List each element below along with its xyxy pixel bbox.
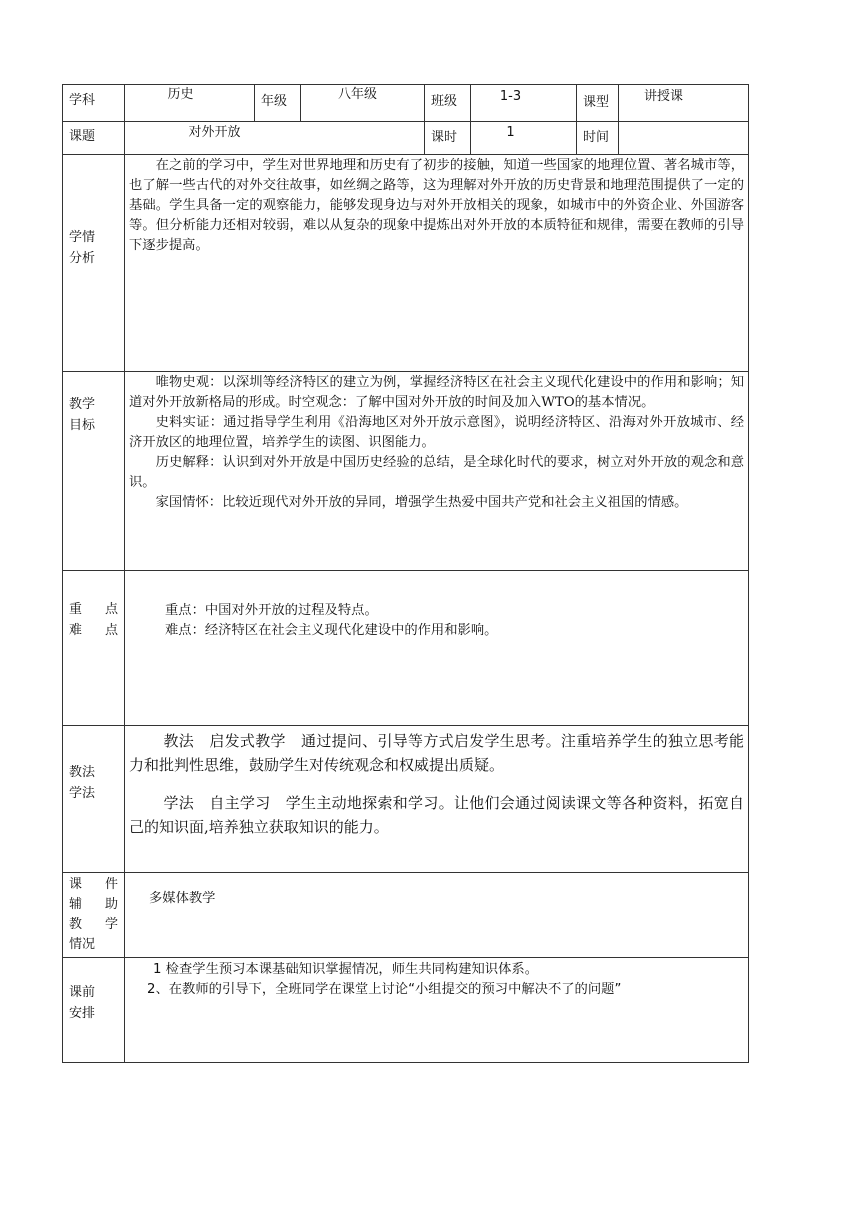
subject-value: 历史 [125, 85, 255, 122]
lesson-type-value: 讲授课 [619, 85, 749, 122]
methods-label: 教法 学法 [63, 726, 125, 873]
lesson-plan-table [62, 84, 749, 1063]
lesson-type-label: 课型 [577, 85, 619, 122]
keypoints-text-cell [125, 571, 749, 726]
aids-text: 多媒体教学 [149, 891, 216, 906]
learning-method: 学法 自主学习 学生主动地探索和学习。让他们会通过阅读课文等各种资料，拓宽自己的知识面,培养独立获取知识的能力。 [129, 794, 744, 836]
key-point: 重点：中国对外开放的过程及特点。 [165, 603, 378, 618]
situation-label: 学情 分析 [63, 155, 125, 372]
methods-text-cell [125, 726, 749, 873]
prep-row [63, 958, 749, 1063]
time-value [619, 122, 749, 155]
goals-row [63, 372, 749, 571]
goal-patriotism: 家国情怀：比较近现代对外开放的异同，增强学生热爱中国共产党和社会主义祖国的情感。 [155, 495, 688, 510]
teaching-method: 教法 启发式教学 通过提问、引导等方式启发学生思考。注重培养学生的独立思考能力和批判性思维，鼓励学生对传统观念和权威提出质疑。 [129, 732, 744, 774]
goal-interpretation: 历史解释：认识到对外开放是中国历史经验的总结，是全球化时代的要求，树立对外开放的观念和意识。 [129, 455, 744, 490]
subject-label: 学科 [63, 85, 125, 122]
time-label: 时间 [577, 122, 619, 155]
aids-label: 课 件 辅 助 教 学 情况 [63, 873, 125, 958]
prep-item-1: 1 检查学生预习本课基础知识掌握情况，师生共同构建知识体系。 [153, 962, 538, 977]
goals-text-cell [125, 372, 749, 571]
topic-value: 对外开放 [125, 122, 425, 155]
header-row-2 [63, 122, 749, 155]
prep-item-2: 2、在教师的引导下，全班同学在课堂上讨论“小组提交的预习中解决不了的问题” [147, 982, 622, 997]
hours-value: 1 [471, 122, 577, 155]
aids-row [63, 873, 749, 958]
prep-label: 课前 安排 [63, 958, 125, 1063]
keypoints-row [63, 571, 749, 726]
situation-text: 在之前的学习中，学生对世界地理和历史有了初步的接触，知道一些国家的地理位置、著名城市等，也了解一些古代的对外交往故事，如丝绸之路等，这为理解对外开放的历史背景和地理范围提供了一定的基础。学生具备一定的观察能力，能够发现身边与对外开放相关的现象，如城市中的外资企业、外国游客等。但分析能力还相对较弱，难以从复杂的现象中提炼出对外开放的本质特征和规律，需要在教师的引导下逐步提高。 [129, 158, 744, 253]
hours-label: 课时 [425, 122, 471, 155]
grade-value: 八年级 [301, 85, 425, 122]
difficult-point: 难点：经济特区在社会主义现代化建设中的作用和影响。 [165, 623, 498, 638]
aids-text-cell [125, 873, 749, 958]
keypoints-label: 重 点 难 点 [63, 571, 125, 726]
goal-evidence: 史料实证：通过指导学生利用《沿海地区对外开放示意图》，说明经济特区、沿海对外开放城市、经济开放区的地理位置，培养学生的读图、识图能力。 [129, 415, 744, 450]
topic-label: 课题 [63, 122, 125, 155]
header-row-1 [63, 85, 749, 122]
class-value: 1-3 [471, 85, 577, 122]
methods-row [63, 726, 749, 873]
situation-row [63, 155, 749, 372]
class-label: 班级 [425, 85, 471, 122]
prep-text-cell [125, 958, 749, 1063]
grade-label: 年级 [255, 85, 301, 122]
situation-text-cell [125, 155, 749, 372]
goals-label: 教学 目标 [63, 372, 125, 571]
lesson-plan-sheet [62, 84, 748, 1063]
goal-materialism: 唯物史观：以深圳等经济特区的建立为例，掌握经济特区在社会主义现代化建设中的作用和影响；知道对外开放新格局的形成。时空观念：了解中国对外开放的时间及加入WTO的基本情况。 [129, 375, 744, 410]
